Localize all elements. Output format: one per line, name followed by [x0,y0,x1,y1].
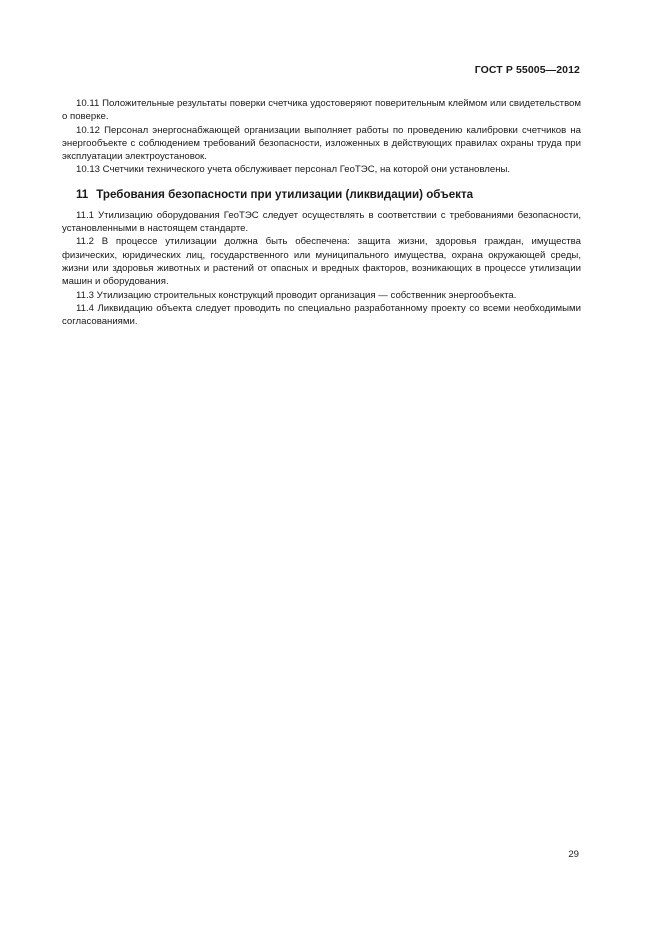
document-code: ГОСТ Р 55005—2012 [474,64,580,76]
paragraph-11-4: 11.4 Ликвидацию объекта следует проводить по специально разработанному проекту со всеми необходимыми согласованиями. [62,302,581,328]
paragraph-11-2: 11.2 В процессе утилизации должна быть обеспечена: защита жизни, здоровья граждан, имущества физических, юридических лиц, государственного или муниципального имущества, охрана окружающей среды, жизни или здоровья животных и растений от опасных и вредных факторов, возникающих в процессе утилизации машин и оборудования. [62,236,581,288]
section-11-heading [62,187,581,202]
page-number: 29 [568,849,579,860]
paragraph-10-11: 10.11 Положительные результаты поверки счетчика удостоверяют поверительным клеймом или свидетельством о поверке. [62,98,581,123]
paragraph-11-1: 11.1 Утилизацию оборудования ГеоТЭС следует осуществлять в соответствии с требованиями безопасности, установленными в настоящем стандарте. [62,209,581,235]
document-body [62,97,581,328]
paragraph-10-12: 10.12 Персонал энергоснабжающей организации выполняет работы по проведению калибровки счетчиков на энергообъекте с соблюдением требований безопасности, изложенных в действующих правилах охраны труда при эксплуатации электроустановок. [62,124,581,163]
section-11-title: Требования безопасности при утилизации (ликвидации) объекта [96,187,474,201]
paragraph-11-3: 11.3 Утилизацию строительных конструкций проводит организация — собственник энергообъекта. [76,289,517,301]
section-11-number: 11 [76,187,89,201]
paragraph-10-13: 10.13 Счетчики технического учета обслуживает персонал ГеоТЭС, на которой они установлены. [76,164,511,176]
